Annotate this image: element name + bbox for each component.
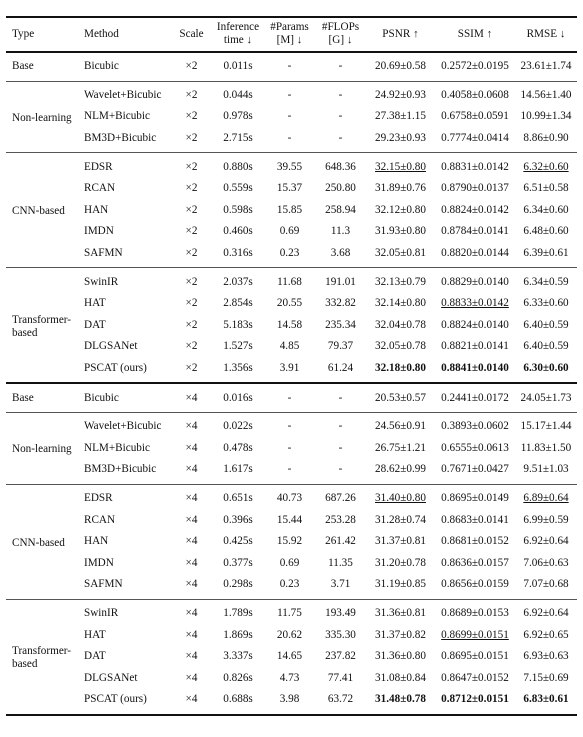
params-cell: 3.98	[264, 689, 315, 715]
scale-cell: ×4	[185, 628, 198, 641]
psnr-cell: 32.05±0.81	[375, 247, 426, 260]
header-flops-line1: #FLOPs	[321, 21, 360, 33]
flops-cell: 193.49	[315, 599, 366, 624]
inference-time-cell: 1.789s	[212, 599, 264, 624]
results-table	[6, 16, 577, 716]
method-cell: IMDN	[84, 225, 114, 238]
method-cell: RCAN	[84, 182, 116, 195]
table-row	[6, 438, 577, 460]
flops-cell: 79.37	[327, 340, 354, 353]
scale-cell: ×4	[171, 484, 212, 509]
rmse-cell: 8.86±0.90	[523, 132, 569, 145]
table-row	[6, 624, 577, 646]
table-row	[6, 574, 577, 599]
flops-cell: 335.30	[325, 628, 356, 641]
table-row	[6, 689, 577, 715]
inference-time-cell: 0.478s	[223, 441, 253, 454]
inference-time-cell: 0.598s	[223, 203, 253, 216]
inference-time-cell: 0.880s	[212, 153, 264, 178]
inference-time-cell: 1.617s	[223, 463, 253, 476]
scale-cell: ×4	[185, 578, 198, 591]
header-ssim: SSIM ↑	[435, 17, 515, 52]
scale-cell: ×2	[171, 52, 212, 81]
flops-cell: 77.41	[327, 671, 354, 684]
rmse-cell: 15.17±1.44	[515, 412, 577, 437]
rmse-cell: 9.51±1.03	[523, 463, 569, 476]
psnr-cell: 31.37±0.81	[375, 535, 426, 548]
flops-cell: 63.72	[315, 689, 366, 715]
method-cell: EDSR	[78, 153, 171, 178]
ssim-cell: 0.8820±0.0144	[441, 247, 509, 260]
header-psnr: PSNR ↑	[366, 17, 435, 52]
type-cell: Transformer-based	[6, 599, 78, 714]
method-cell: HAN	[84, 535, 109, 548]
scale-cell: ×2	[185, 203, 198, 216]
ssim-cell: 0.8821±0.0141	[441, 340, 509, 353]
method-cell: DLGSANet	[84, 340, 138, 353]
flops-cell: 261.42	[325, 535, 356, 548]
psnr-cell: 31.19±0.85	[375, 578, 426, 591]
table-row	[6, 412, 577, 437]
scale-cell: ×4	[185, 513, 198, 526]
params-cell: 0.23	[279, 247, 300, 260]
psnr-cell: 32.15±0.80	[366, 153, 435, 178]
rmse-cell: 6.89±0.64	[515, 484, 577, 509]
rmse-cell: 10.99±1.34	[520, 110, 572, 123]
params-cell: 0.69	[279, 556, 300, 569]
inference-time-cell: 0.377s	[223, 556, 253, 569]
rmse-cell: 6.39±0.61	[523, 247, 569, 260]
params-cell: 14.58	[276, 318, 303, 331]
inference-time-cell: 0.460s	[223, 225, 253, 238]
method-cell: NLM+Bicubic	[84, 441, 150, 454]
rmse-cell: 6.40±0.59	[523, 340, 569, 353]
params-cell: 14.65	[276, 650, 303, 663]
scale-cell: ×4	[171, 383, 212, 412]
ssim-cell: 0.8681±0.0152	[441, 535, 509, 548]
table-row	[6, 128, 577, 153]
type-cell: Transformer-based	[6, 268, 78, 383]
method-cell: EDSR	[78, 484, 171, 509]
inference-time-cell: 0.559s	[223, 182, 253, 195]
type-cell: Non-learning	[6, 412, 78, 484]
method-cell: NLM+Bicubic	[84, 110, 150, 123]
rmse-cell: 6.99±0.59	[523, 513, 569, 526]
table-row	[6, 509, 577, 531]
table-row	[6, 599, 577, 624]
header-method: Method	[78, 17, 171, 52]
flops-cell: -	[338, 463, 343, 476]
params-cell: 39.55	[264, 153, 315, 178]
rmse-cell: 7.15±0.69	[523, 671, 569, 684]
rmse-cell: 6.92±0.64	[515, 599, 577, 624]
rmse-cell: 6.40±0.59	[523, 318, 569, 331]
ssim-cell: 0.2441±0.0172	[435, 383, 515, 412]
ssim-cell: 0.8695±0.0151	[441, 650, 509, 663]
inference-time-cell: 2.715s	[223, 132, 253, 145]
table-row	[6, 383, 577, 412]
inference-time-cell: 3.337s	[223, 650, 253, 663]
psnr-cell: 32.12±0.80	[375, 203, 426, 216]
psnr-cell: 32.18±0.80	[375, 362, 426, 375]
scale-cell: ×2	[185, 297, 198, 310]
psnr-cell: 32.05±0.78	[375, 340, 426, 353]
psnr-cell: 31.28±0.74	[375, 513, 426, 526]
method-cell: Wavelet+Bicubic	[78, 412, 171, 437]
method-cell: PSCAT (ours)	[78, 689, 171, 715]
table-row	[6, 178, 577, 200]
scale-cell: ×2	[185, 182, 198, 195]
method-cell: BM3D+Bicubic	[84, 132, 157, 145]
psnr-cell: 31.36±0.80	[375, 650, 426, 663]
scale-cell: ×2	[185, 132, 198, 145]
ssim-cell: 0.8695±0.0149	[435, 484, 515, 509]
table-row	[6, 552, 577, 574]
params-cell: 20.62	[276, 628, 303, 641]
rmse-cell: 6.51±0.58	[523, 182, 569, 195]
ssim-cell: 0.8647±0.0152	[441, 671, 509, 684]
rmse-cell: 6.34±0.59	[515, 268, 577, 293]
rmse-cell: 7.07±0.68	[523, 578, 569, 591]
header-type: Type	[6, 17, 78, 52]
rmse-cell: 7.06±0.63	[523, 556, 569, 569]
flops-cell: 332.82	[325, 297, 356, 310]
header-flops-line2: [G] ↓	[328, 34, 353, 46]
flops-cell: 237.82	[325, 650, 356, 663]
psnr-cell: 29.23±0.93	[375, 132, 426, 145]
header-params-line2: [M] ↓	[276, 34, 303, 46]
flops-cell: -	[338, 132, 343, 145]
scale-cell: ×2	[185, 362, 198, 375]
params-cell: 11.68	[264, 268, 315, 293]
rmse-cell: 14.56±1.40	[515, 81, 577, 106]
psnr-cell: 31.20±0.78	[375, 556, 426, 569]
method-cell: SAFMN	[84, 578, 123, 591]
scale-cell: ×4	[185, 650, 198, 663]
ssim-cell: 0.8699±0.0151	[441, 628, 509, 641]
psnr-cell: 32.04±0.78	[375, 318, 426, 331]
table-row	[6, 336, 577, 358]
flops-cell: -	[338, 441, 343, 454]
scale-cell: ×2	[171, 153, 212, 178]
ssim-cell: 0.7774±0.0414	[441, 132, 509, 145]
flops-cell: -	[315, 383, 366, 412]
inference-time-cell: 0.978s	[223, 110, 253, 123]
params-cell: 20.55	[276, 297, 303, 310]
psnr-cell: 20.69±0.58	[366, 52, 435, 81]
type-cell: Base	[6, 383, 78, 412]
params-cell: -	[264, 52, 315, 81]
rmse-cell: 6.92±0.64	[523, 535, 569, 548]
psnr-cell: 28.62±0.99	[375, 463, 426, 476]
psnr-cell: 31.37±0.82	[375, 628, 426, 641]
inference-time-cell: 2.037s	[212, 268, 264, 293]
flops-cell: 235.34	[325, 318, 356, 331]
scale-cell: ×4	[185, 535, 198, 548]
table-row	[6, 52, 577, 81]
params-cell: -	[287, 441, 292, 454]
method-cell: HAT	[84, 297, 106, 310]
inference-time-cell: 5.183s	[223, 318, 253, 331]
params-cell: -	[287, 132, 292, 145]
flops-cell: -	[315, 81, 366, 106]
ssim-cell: 0.6758±0.0591	[441, 110, 509, 123]
header-inference-time	[212, 17, 264, 52]
ssim-cell: 0.8829±0.0140	[435, 268, 515, 293]
ssim-cell: 0.8656±0.0159	[441, 578, 509, 591]
psnr-cell: 24.92±0.93	[366, 81, 435, 106]
params-cell: 0.23	[279, 578, 300, 591]
flops-cell: 648.36	[315, 153, 366, 178]
table-row	[6, 81, 577, 106]
method-cell: DLGSANet	[84, 671, 138, 684]
psnr-cell: 32.13±0.79	[366, 268, 435, 293]
scale-cell: ×2	[185, 247, 198, 260]
header-row	[6, 17, 577, 52]
rmse-cell: 6.34±0.60	[523, 203, 569, 216]
table-row	[6, 315, 577, 337]
scale-cell: ×4	[185, 441, 198, 454]
ssim-cell: 0.8790±0.0137	[441, 182, 509, 195]
method-cell: SwinIR	[78, 268, 171, 293]
table-row	[6, 484, 577, 509]
scale-cell: ×2	[185, 318, 198, 331]
rmse-cell: 6.83±0.61	[515, 689, 577, 715]
type-cell: CNN-based	[6, 153, 78, 268]
inference-time-cell: 1.527s	[223, 340, 253, 353]
scale-cell: ×4	[185, 556, 198, 569]
header-params	[264, 17, 315, 52]
table-row	[6, 667, 577, 689]
scale-cell: ×2	[171, 81, 212, 106]
method-cell: Bicubic	[78, 383, 171, 412]
table-row	[6, 646, 577, 668]
ssim-cell: 0.2572±0.0195	[435, 52, 515, 81]
inference-time-cell: 0.425s	[223, 535, 253, 548]
ssim-cell: 0.8841±0.0140	[441, 362, 509, 375]
ssim-cell: 0.8683±0.0141	[441, 513, 509, 526]
psnr-cell: 31.48±0.78	[366, 689, 435, 715]
flops-cell: 687.26	[315, 484, 366, 509]
table-row	[6, 268, 577, 293]
params-cell: 3.91	[279, 362, 300, 375]
inference-time-cell: 0.022s	[212, 412, 264, 437]
method-cell: SAFMN	[84, 247, 123, 260]
table-row	[6, 531, 577, 553]
type-cell: Non-learning	[6, 81, 78, 153]
psnr-cell: 31.08±0.84	[375, 671, 426, 684]
psnr-cell: 31.89±0.76	[375, 182, 426, 195]
ssim-cell: 0.8831±0.0142	[435, 153, 515, 178]
params-cell: 11.75	[264, 599, 315, 624]
ssim-cell: 0.4058±0.0608	[435, 81, 515, 106]
psnr-cell: 31.36±0.81	[366, 599, 435, 624]
table-row	[6, 200, 577, 222]
method-cell: DAT	[84, 318, 106, 331]
params-cell: -	[264, 383, 315, 412]
rmse-cell: 6.93±0.63	[523, 650, 569, 663]
psnr-cell: 27.38±1.15	[375, 110, 426, 123]
scale-cell: ×4	[171, 599, 212, 624]
scale-cell: ×4	[171, 689, 212, 715]
params-cell: 15.92	[276, 535, 303, 548]
flops-cell: 250.80	[325, 182, 356, 195]
ssim-cell: 0.3893±0.0602	[435, 412, 515, 437]
inference-time-cell: 0.298s	[223, 578, 253, 591]
rmse-cell: 11.83±1.50	[520, 441, 572, 454]
ssim-cell: 0.8689±0.0153	[435, 599, 515, 624]
rmse-cell: 24.05±1.73	[515, 383, 577, 412]
inference-time-cell: 0.011s	[212, 52, 264, 81]
type-cell: Base	[6, 52, 78, 81]
inference-time-cell: 0.651s	[212, 484, 264, 509]
inference-time-cell: 1.356s	[223, 362, 253, 375]
method-cell: Bicubic	[78, 52, 171, 81]
rmse-cell: 6.32±0.60	[515, 153, 577, 178]
table-row	[6, 243, 577, 268]
method-cell: HAN	[84, 203, 109, 216]
ssim-cell: 0.8636±0.0157	[441, 556, 509, 569]
psnr-cell: 20.53±0.57	[366, 383, 435, 412]
params-cell: 15.37	[276, 182, 303, 195]
table-row	[6, 459, 577, 484]
rmse-cell: 6.92±0.65	[523, 628, 569, 641]
params-cell: -	[287, 463, 292, 476]
scale-cell: ×2	[171, 268, 212, 293]
table-row	[6, 106, 577, 128]
method-cell: PSCAT (ours)	[84, 362, 147, 375]
flops-cell: 253.28	[325, 513, 356, 526]
flops-cell: 3.68	[330, 247, 351, 260]
params-cell: 15.44	[276, 513, 303, 526]
ssim-cell: 0.8824±0.0142	[441, 203, 509, 216]
flops-cell: 61.24	[327, 362, 354, 375]
inference-time-cell: 0.316s	[223, 247, 253, 260]
psnr-cell: 31.40±0.80	[366, 484, 435, 509]
table-row	[6, 221, 577, 243]
ssim-cell: 0.7671±0.0427	[441, 463, 509, 476]
psnr-cell: 31.93±0.80	[375, 225, 426, 238]
flops-cell: 191.01	[315, 268, 366, 293]
scale-cell: ×4	[185, 671, 198, 684]
rmse-cell: 6.48±0.60	[523, 225, 569, 238]
params-cell: -	[264, 81, 315, 106]
psnr-cell: 26.75±1.21	[375, 441, 426, 454]
ssim-cell: 0.8712±0.0151	[435, 689, 515, 715]
table-row	[6, 358, 577, 384]
method-cell: RCAN	[84, 513, 116, 526]
flops-cell: -	[315, 412, 366, 437]
header-params-line1: #Params	[270, 21, 309, 33]
flops-cell: 11.3	[330, 225, 351, 238]
table-row	[6, 293, 577, 315]
scale-cell: ×4	[171, 412, 212, 437]
inference-time-cell: 0.016s	[212, 383, 264, 412]
method-cell: Wavelet+Bicubic	[78, 81, 171, 106]
scale-cell: ×2	[185, 110, 198, 123]
psnr-cell: 32.14±0.80	[375, 297, 426, 310]
method-cell: HAT	[84, 628, 106, 641]
rmse-cell: 6.30±0.60	[523, 362, 569, 375]
inference-time-cell: 2.854s	[223, 297, 253, 310]
flops-cell: -	[315, 52, 366, 81]
params-cell: 4.85	[279, 340, 300, 353]
results-table-body	[6, 52, 577, 715]
inference-time-cell: 0.826s	[223, 671, 253, 684]
inference-time-cell: 0.688s	[212, 689, 264, 715]
table-row	[6, 153, 577, 178]
scale-cell: ×2	[185, 340, 198, 353]
inference-time-cell: 1.869s	[223, 628, 253, 641]
inference-time-cell: 0.396s	[223, 513, 253, 526]
params-cell: -	[287, 110, 292, 123]
rmse-cell: 6.33±0.60	[523, 297, 569, 310]
flops-cell: -	[338, 110, 343, 123]
header-time-line2: time ↓	[223, 34, 253, 46]
scale-cell: ×2	[185, 225, 198, 238]
header-flops	[315, 17, 366, 52]
scale-cell: ×4	[185, 463, 198, 476]
header-time-line1: Inference	[216, 21, 260, 33]
inference-time-cell: 0.044s	[212, 81, 264, 106]
header-rmse: RMSE ↓	[515, 17, 577, 52]
method-cell: IMDN	[84, 556, 114, 569]
rmse-cell: 23.61±1.74	[515, 52, 577, 81]
method-cell: DAT	[84, 650, 106, 663]
ssim-cell: 0.8784±0.0141	[441, 225, 509, 238]
ssim-cell: 0.8833±0.0142	[441, 297, 509, 310]
params-cell: 15.85	[276, 203, 303, 216]
params-cell: 40.73	[264, 484, 315, 509]
header-scale: Scale	[171, 17, 212, 52]
method-cell: SwinIR	[78, 599, 171, 624]
type-cell: CNN-based	[6, 484, 78, 599]
params-cell: -	[264, 412, 315, 437]
ssim-cell: 0.8824±0.0140	[441, 318, 509, 331]
params-cell: 4.73	[279, 671, 300, 684]
flops-cell: 3.71	[330, 578, 351, 591]
flops-cell: 258.94	[325, 203, 356, 216]
params-cell: 0.69	[279, 225, 300, 238]
psnr-cell: 24.56±0.91	[366, 412, 435, 437]
flops-cell: 11.35	[328, 556, 353, 569]
ssim-cell: 0.6555±0.0613	[441, 441, 509, 454]
method-cell: BM3D+Bicubic	[84, 463, 157, 476]
